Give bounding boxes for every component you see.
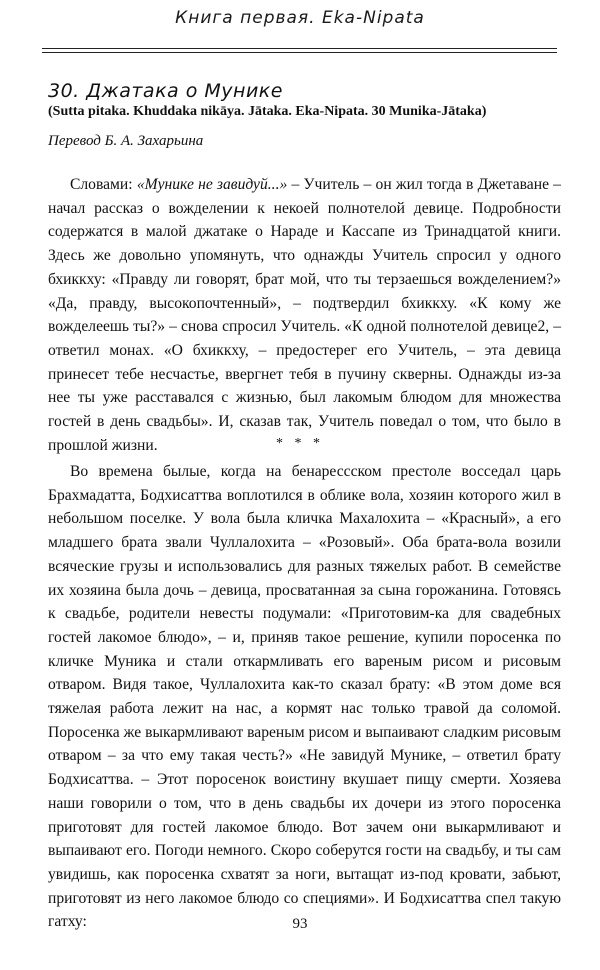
paragraph-body: – Учитель – он жил тогда в Джетаване – начал рассказ о вожделении к некоей полнотелой девице. Подробности содержатся в малой джатаке о Нараде и Кассапе из Тринадцатой книги. Здесь же довольно упомянуть, что однажды Учитель спросил у одного бхиккху: «Правду ли говорят, брат мой, что ты терзаешься вожделением?» «Да, правду, высокопочтенный», – подтвердил бхиккху. «К кому же вожделеешь ты?» – снова спросил Учитель. «К одной полнотелой девице2, – ответил монах. «О бхиккху, – предостерег его Учитель, – эта девица принесет тебе несчастье, ввергнет тебя в пучину скверны. Однажды из-за нее ты уже расставался с жизнью, был лакомым блюдом для множества гостей в день свадьбы». И, сказав так, Учитель поведал о том, что было в прошлой жизни. xyxy=(48,176,561,454)
chapter-title: 30. Джатака о Мунике xyxy=(48,80,283,102)
header-rule xyxy=(42,48,557,49)
header-rule-thin xyxy=(42,52,557,53)
paragraph-lead: Словами: xyxy=(70,176,137,193)
running-head: Книга первая. Eka-Nipata xyxy=(175,8,425,28)
paragraph-intro xyxy=(48,173,561,457)
quoted-verse: «Мунике не завидуй...» xyxy=(136,176,288,193)
translator-credit: Перевод Б. А. Захарьина xyxy=(48,133,204,149)
page-number: 93 xyxy=(292,916,308,932)
section-separator: * * * xyxy=(276,436,324,451)
paragraph-story: Во времена былые, когда на бенарессском престоле восседал царь Брахмадатта, Бодхисаттва воплотился в облике вола, хозяин которого жил в небольшом поселке. У вола была кличка Махалохита – «Красный», а его младшего брата звали Чуллалохита – «Розовый». Оба брата-вола возили всяческие грузы и использовались для разных тяжелых работ. В семействе их хозяина была дочь – девица, просватанная за сына горожанина. Готовясь к свадьбе, родители невесты подумали: «Приготовим-ка для свадебных гостей лакомое блюдо», – и, приняв такое решение, купили поросенка по кличке Муника и стали откармливать его вареным рисом и рисовым отваром. Видя такое, Чуллалохита как-то сказал брату: «В этом доме вся тяжелая работа лежит на нас, а кормят нас только травой да соломой. Поросенка же выкармливают вареным рисом и выпаивают сладким рисовым отваром – за что ему такая честь?» «Не завидуй Мунике, – ответил брату Бодхисаттва. – Этот поросенок воистину вкушает пищу смерти. Хозяева наши говорили о том, что в день свадьбы их дочери из этого поросенка приготовят для гостей лакомое блюдо. Вот зачем они выкармливают и выпаивают его. Погоди немного. Скоро соберутся гости на свадьбу, и ты сам увидишь, как поросенка схватят за ноги, вытащат из-под кровати, забьют, приготовят из него лакомое блюдо со специями». И Бодхисаттва спел такую гатху: xyxy=(48,463,561,931)
source-reference: (Sutta pitaka. Khuddaka nikāya. Jātaka. Eka-Nipata. 30 Munika-Jātaka) xyxy=(48,104,487,119)
